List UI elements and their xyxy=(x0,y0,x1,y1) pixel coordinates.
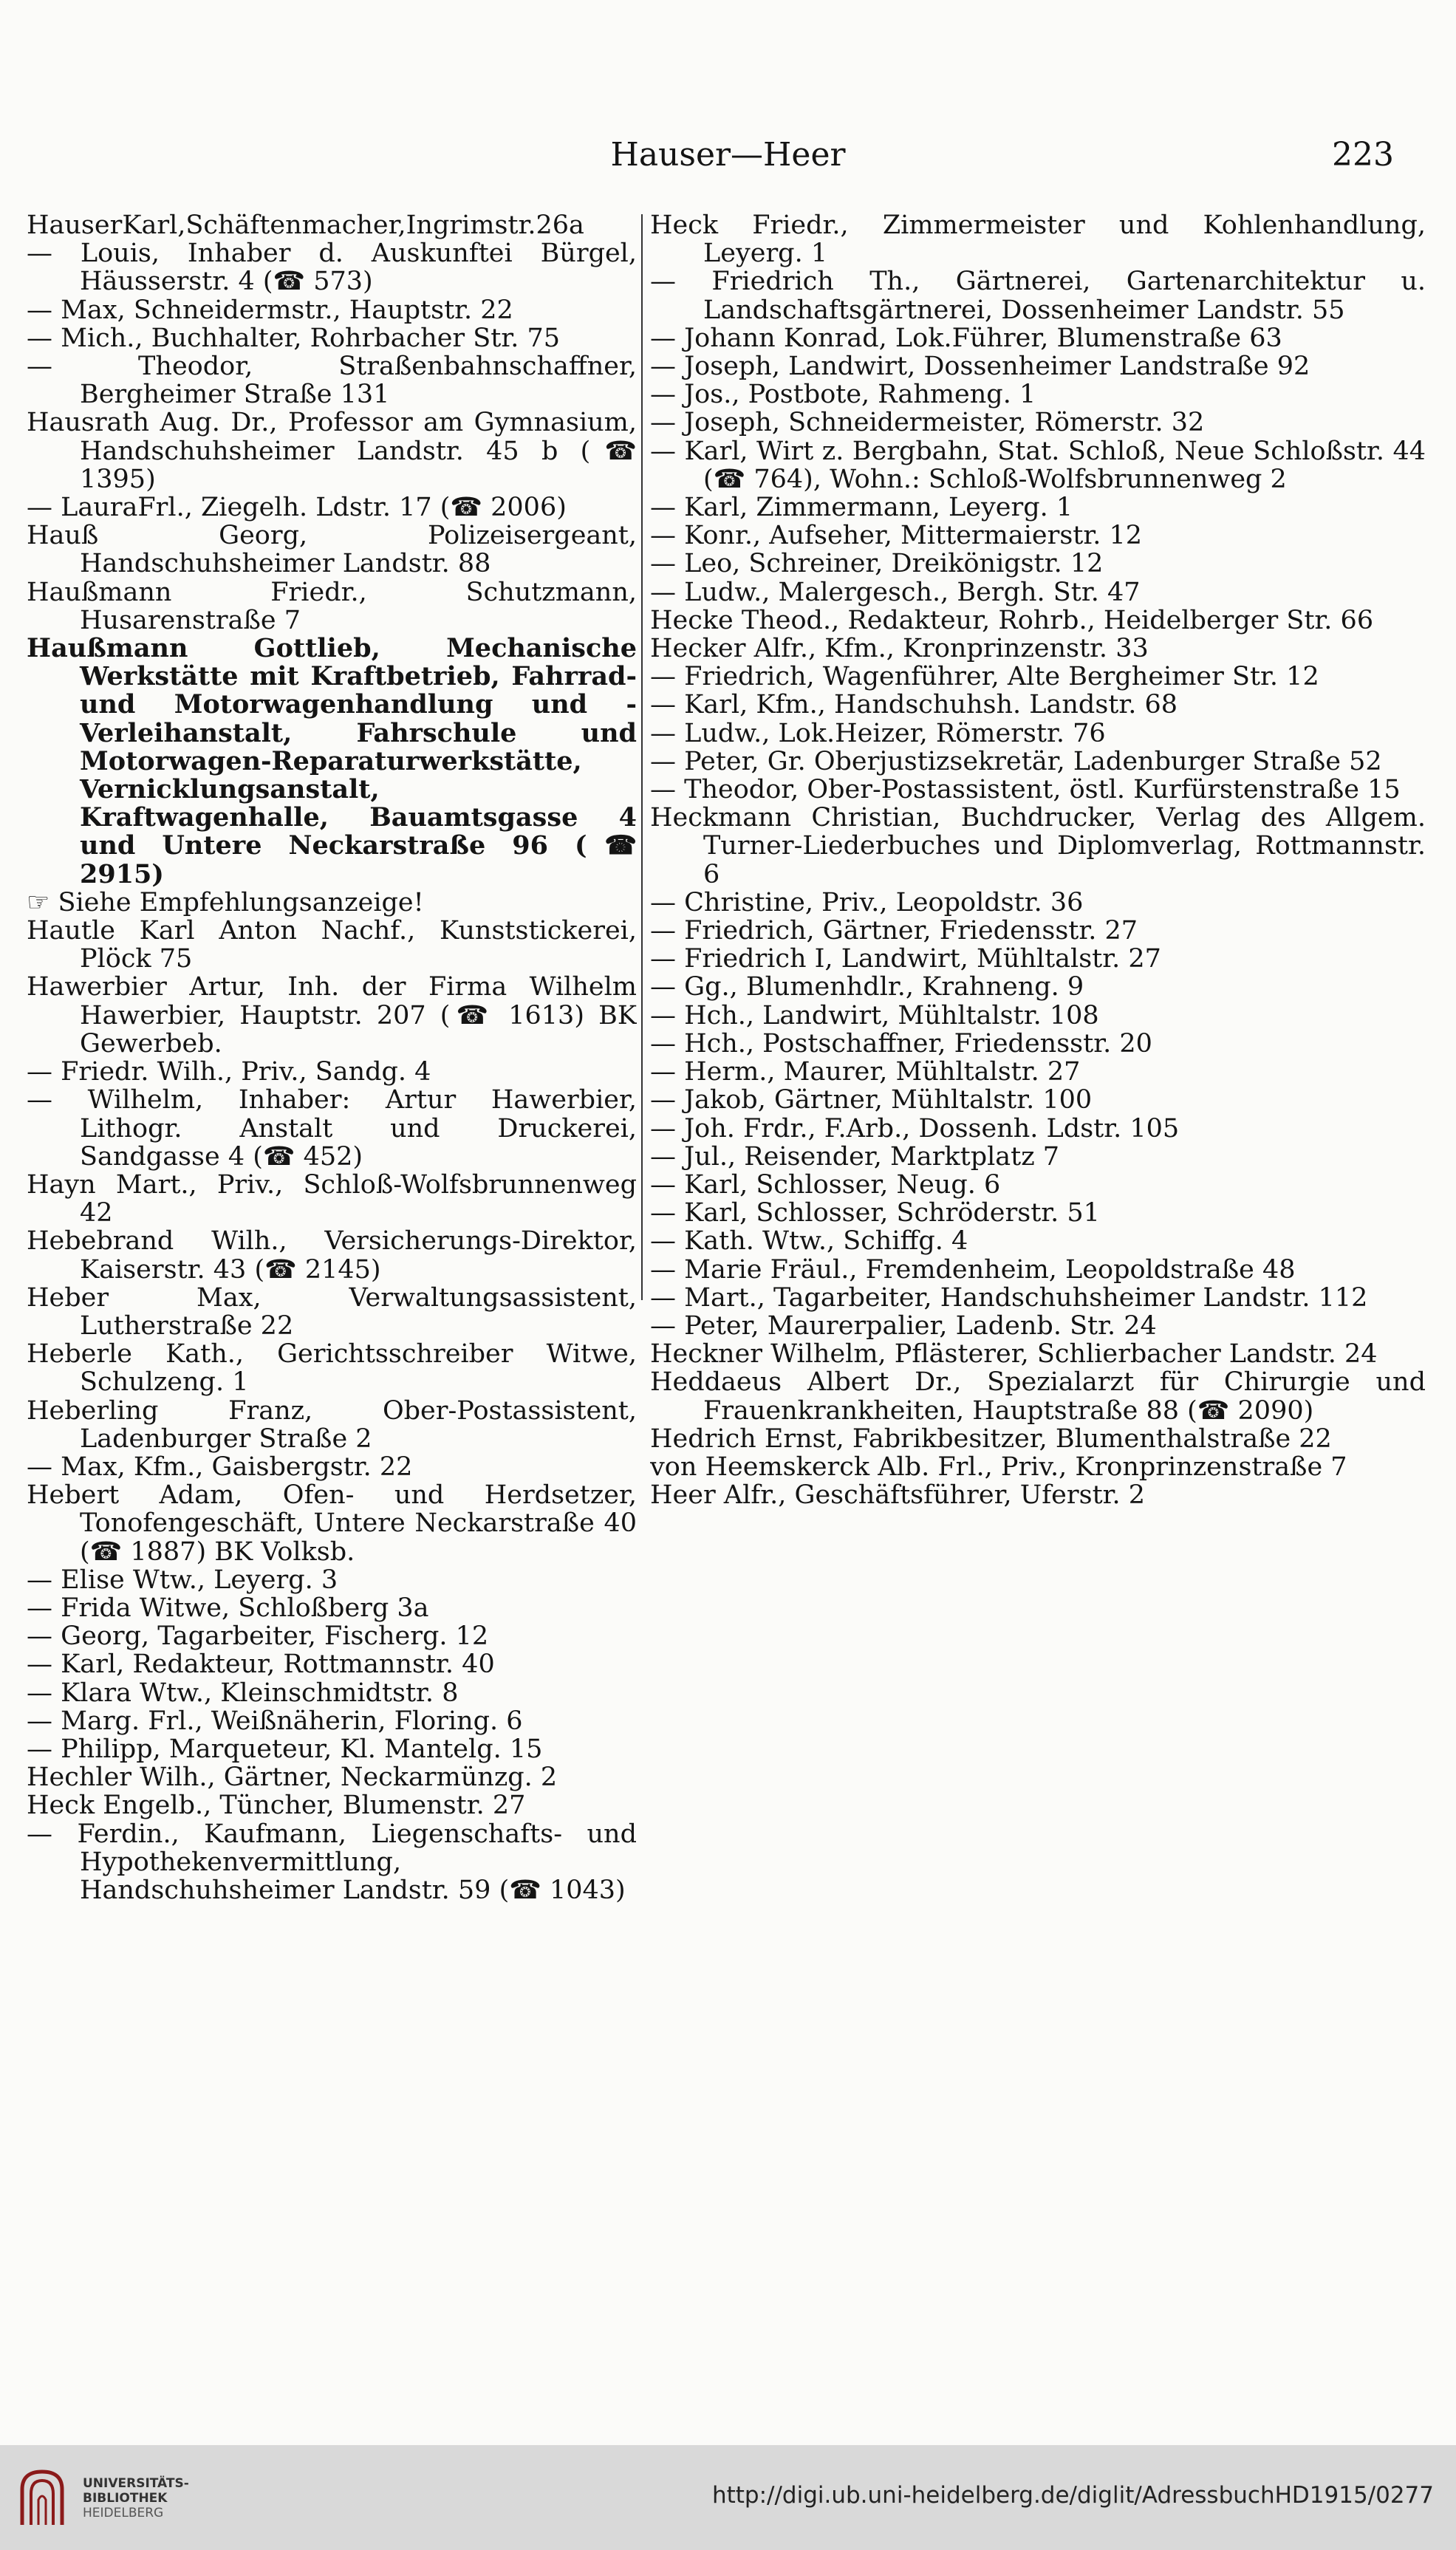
directory-entry: — Ludw., Malergesch., Bergh. Str. 47 xyxy=(650,577,1141,607)
directory-entry: Hebebrand Wilh., Versicherungs-Direktor, Kaiserstr. 43 (☎ 2145) xyxy=(27,1226,637,1285)
directory-entry: Haußmann Friedr., Schutzmann, Husarenstraße 7 xyxy=(27,577,637,635)
directory-entry: — Georg, Tagarbeiter, Fischerg. 12 xyxy=(27,1621,489,1652)
directory-entry: — Elise Wtw., Leyerg. 3 xyxy=(27,1565,338,1595)
directory-entry: — Jos., Postbote, Rahmeng. 1 xyxy=(650,380,1036,410)
directory-entry: Heber Max, Verwaltungsassistent, Lutherstraße 22 xyxy=(27,1282,637,1341)
column-divider xyxy=(641,214,643,1300)
directory-entry: — Wilhelm, Inhaber: Artur Hawerbier, Lithogr. Anstalt und Druckerei, Sandgasse 4 (☎ 452) xyxy=(27,1085,637,1172)
right-column xyxy=(650,211,1426,2420)
directory-entry: — Joseph, Schneidermeister, Römerstr. 32 xyxy=(650,408,1205,438)
directory-entry: Heckner Wilhelm, Pflästerer, Schlierbacher Landstr. 24 xyxy=(650,1339,1378,1370)
directory-entry: Hechler Wilh., Gärtner, Neckarmünzg. 2 xyxy=(27,1763,558,1793)
directory-entry: — Marg. Frl., Weißnäherin, Floring. 6 xyxy=(27,1706,523,1736)
directory-entry: — Hch., Landwirt, Mühltalstr. 108 xyxy=(650,1000,1099,1030)
directory-entry: Heddaeus Albert Dr., Spezialarzt für Chirurgie und Frauenkrankheiten, Hauptstraße 88 (☎ 2090) xyxy=(650,1367,1426,1426)
directory-entry: — Karl, Schlosser, Neug. 6 xyxy=(650,1169,1001,1200)
directory-entry: — Christine, Priv., Leopoldstr. 36 xyxy=(650,887,1084,917)
library-logo-text xyxy=(83,2476,189,2520)
directory-entry: — Theodor, Straßenbahnschaffner, Bergheimer Straße 131 xyxy=(27,352,637,410)
left-column xyxy=(27,211,637,2420)
directory-entry: Hauß Georg, Polizeisergeant, Handschuhsheimer Landstr. 88 xyxy=(27,521,637,579)
directory-entry: — Karl, Zimmermann, Leyerg. 1 xyxy=(650,493,1073,523)
directory-entry: — Max, Kfm., Gaisbergstr. 22 xyxy=(27,1452,413,1482)
directory-entry: — Gg., Blumenhdlr., Krahneng. 9 xyxy=(650,972,1084,1002)
directory-entry: — Konr., Aufseher, Mittermaierstr. 12 xyxy=(650,521,1143,551)
directory-entry: — Herm., Maurer, Mühltalstr. 27 xyxy=(650,1057,1081,1087)
directory-entry: — Joseph, Landwirt, Dossenheimer Landstraße 92 xyxy=(650,352,1310,382)
directory-entry: Heckmann Christian, Buchdrucker, Verlag des Allgem. Turner-Liederbuches und Diplomverlag, Rottmannstr. 6 xyxy=(650,803,1426,889)
directory-entry: Hecker Alfr., Kfm., Kronprinzenstr. 33 xyxy=(650,634,1149,664)
directory-entry: Hebert Adam, Ofen- und Herdsetzer, Tonofengeschäft, Untere Neckarstraße 40 (☎ 1887) BK Volksb. xyxy=(27,1480,637,1567)
directory-entry: Heck Friedr., Zimmermeister und Kohlenhandlung, Leyerg. 1 xyxy=(650,211,1426,269)
directory-entry: — Johann Konrad, Lok.Führer, Blumenstraße 63 xyxy=(650,323,1282,353)
page-number: 223 xyxy=(1332,136,1394,174)
directory-entry: — LauraFrl., Ziegelh. Ldstr. 17 (☎ 2006) xyxy=(27,493,567,523)
directory-entry: — Leo, Schreiner, Dreikönigstr. 12 xyxy=(650,549,1104,579)
directory-entry: — Philipp, Marqueteur, Kl. Mantelg. 15 xyxy=(27,1734,543,1764)
directory-entry: — Klara Wtw., Kleinschmidtstr. 8 xyxy=(27,1678,459,1708)
directory-entry: — Friedrich, Gärtner, Friedensstr. 27 xyxy=(650,916,1138,946)
directory-entry: — Karl, Wirt z. Bergbahn, Stat. Schloß, Neue Schloßstr. 44 (☎ 764), Wohn.: Schloß-Wolfsbrunnenweg 2 xyxy=(650,436,1426,494)
directory-entry: ☞ Siehe Empfehlungsanzeige! xyxy=(27,887,424,917)
source-url-link[interactable]: http://digi.ub.uni-heidelberg.de/diglit/AdressbuchHD1915/0277 xyxy=(711,2482,1434,2509)
directory-entry: — Peter, Maurerpalier, Ladenb. Str. 24 xyxy=(650,1310,1157,1341)
directory-entry: — Theodor, Ober-Postassistent, östl. Kurfürstenstraße 15 xyxy=(650,775,1401,805)
logo-line: HEIDELBERG xyxy=(83,2506,164,2520)
directory-entry: HauserKarl,Schäftenmacher,Ingrimstr.26a xyxy=(27,211,584,240)
directory-entry: von Heemskerck Alb. Frl., Priv., Kronprinzenstraße 7 xyxy=(650,1452,1347,1482)
directory-entry: — Max, Schneidermstr., Hauptstr. 22 xyxy=(27,295,513,325)
university-seal-icon xyxy=(16,2467,68,2529)
logo-line: UNIVERSITÄTS- xyxy=(83,2476,189,2491)
directory-entry: Haußmann Gottlieb, Mechanische Werkstätte mit Kraftbetrieb, Fahrrad- und Motorwagenhandlung und -Verleihanstalt, Fahrschule und Motorwagen-Reparaturwerkstätte, Vernicklungsanstalt, Kraftwagenhalle, Bauamtsgasse 4 und Untere Neckarstraße 96 (☎ 2915) xyxy=(27,633,637,889)
directory-entry: — Louis, Inhaber d. Auskunftei Bürgel, Häusserstr. 4 (☎ 573) xyxy=(27,239,637,297)
directory-entry: — Ferdin., Kaufmann, Liegenschafts- und Hypothekenvermittlung, Handschuhsheimer Landstr. 59 (☎ 1043) xyxy=(27,1819,637,1905)
directory-entry: Hedrich Ernst, Fabrikbesitzer, Blumenthalstraße 22 xyxy=(650,1423,1332,1454)
directory-entry: — Mart., Tagarbeiter, Handschuhsheimer Landstr. 112 xyxy=(650,1282,1368,1313)
directory-entry: — Karl, Schlosser, Schröderstr. 51 xyxy=(650,1198,1100,1228)
directory-entry: — Friedrich Th., Gärtnerei, Gartenarchitektur u. Landschaftsgärtnerei, Dossenheimer Landstr. 55 xyxy=(650,267,1426,325)
logo-line: BIBLIOTHEK xyxy=(83,2491,168,2506)
directory-entry: — Hch., Postschaffner, Friedensstr. 20 xyxy=(650,1028,1152,1059)
directory-entry: Hayn Mart., Priv., Schloß-Wolfsbrunnenweg 42 xyxy=(27,1169,637,1228)
directory-entry: — Kath. Wtw., Schiffg. 4 xyxy=(650,1226,968,1257)
directory-entry: — Friedrich I, Landwirt, Mühltalstr. 27 xyxy=(650,944,1161,974)
directory-entry: — Ludw., Lok.Heizer, Römerstr. 76 xyxy=(650,718,1106,748)
directory-entry: — Frida Witwe, Schloßberg 3a xyxy=(27,1593,429,1623)
directory-entry: Heer Alfr., Geschäftsführer, Uferstr. 2 xyxy=(650,1480,1146,1511)
directory-entry: — Karl, Kfm., Handschuhsh. Landstr. 68 xyxy=(650,690,1178,720)
directory-entry: Heberling Franz, Ober-Postassistent, Ladenburger Straße 2 xyxy=(27,1395,637,1454)
directory-entry: — Marie Fräul., Fremdenheim, Leopoldstraße 48 xyxy=(650,1254,1296,1285)
directory-entry: Hawerbier Artur, Inh. der Firma Wilhelm Hawerbier, Hauptstr. 207 (☎ 1613) BK Gewerbeb. xyxy=(27,972,637,1059)
directory-entry: — Friedrich, Wagenführer, Alte Bergheimer Str. 12 xyxy=(650,662,1319,692)
directory-entry: — Jul., Reisender, Marktplatz 7 xyxy=(650,1141,1060,1172)
directory-entry: — Karl, Redakteur, Rottmannstr. 40 xyxy=(27,1650,495,1680)
directory-entry: Heberle Kath., Gerichtsschreiber Witwe, Schulzeng. 1 xyxy=(27,1339,637,1398)
directory-entry: Heck Engelb., Tüncher, Blumenstr. 27 xyxy=(27,1791,526,1821)
directory-entry: — Jakob, Gärtner, Mühltalstr. 100 xyxy=(650,1085,1093,1115)
directory-entry: — Mich., Buchhalter, Rohrbacher Str. 75 xyxy=(27,323,560,353)
viewer-footer xyxy=(0,2445,1456,2550)
directory-entry: — Friedr. Wilh., Priv., Sandg. 4 xyxy=(27,1057,431,1087)
page-header xyxy=(30,130,1426,189)
running-head: Hauser—Heer xyxy=(610,136,846,174)
directory-entry: Hautle Karl Anton Nachf., Kunststickerei, Plöck 75 xyxy=(27,916,637,974)
directory-entry: Hecke Theod., Redakteur, Rohrb., Heidelberger Str. 66 xyxy=(650,605,1374,635)
directory-entry: Hausrath Aug. Dr., Professor am Gymnasium, Handschuhsheimer Landstr. 45 b (☎ 1395) xyxy=(27,408,637,494)
directory-entry: — Peter, Gr. Oberjustizsekretär, Ladenburger Straße 52 xyxy=(650,746,1382,776)
directory-entry: — Joh. Frdr., F.Arb., Dossenh. Ldstr. 105 xyxy=(650,1113,1180,1144)
